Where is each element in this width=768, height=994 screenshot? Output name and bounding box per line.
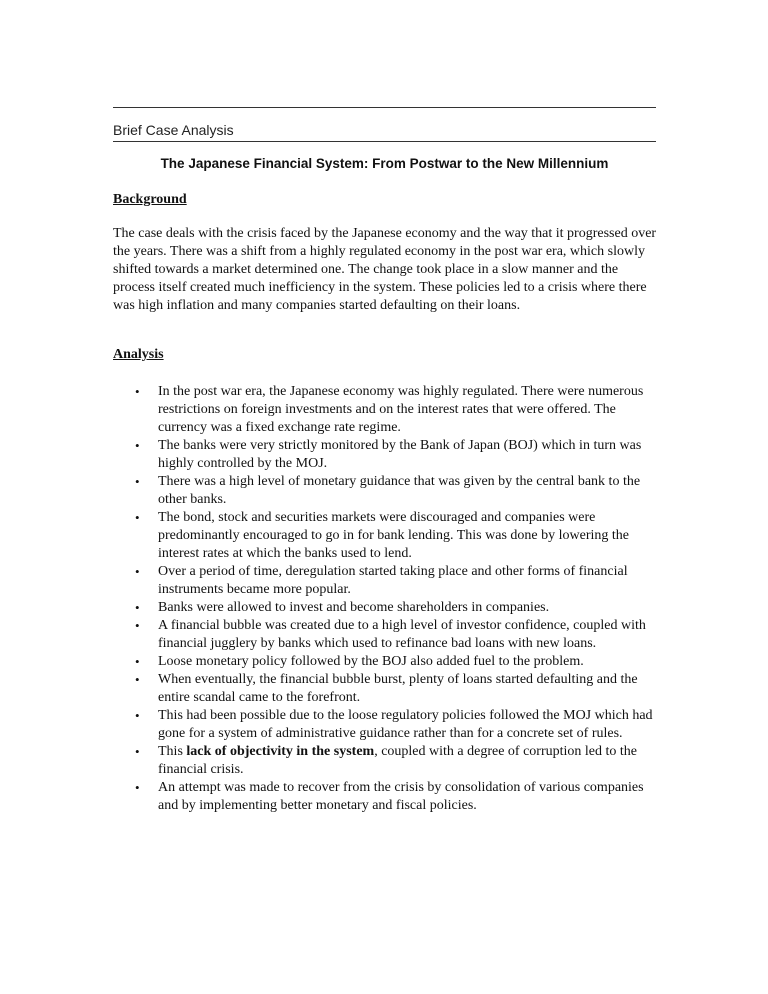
list-item <box>113 473 658 509</box>
document-label: Brief Case Analysis <box>113 122 234 138</box>
bullet-icon: • <box>135 600 140 615</box>
bullet-icon: • <box>135 438 140 453</box>
bullet-icon: • <box>135 474 140 489</box>
list-item-text: There was a high level of monetary guidance that was given by the central bank to the other banks. <box>158 474 641 507</box>
list-item-text-post: , coupled with a degree of corruption led to the financial crisis. <box>158 744 638 777</box>
list-item <box>113 509 658 563</box>
list-item-text: The banks were very strictly monitored by the Bank of Japan (BOJ) which in turn was highly controlled by the MOJ. <box>158 438 642 471</box>
list-item <box>113 599 658 617</box>
list-item <box>113 563 658 599</box>
background-paragraph: The case deals with the crisis faced by the Japanese economy and the way that it progressed over the years. There was a shift from a highly regulated economy in the post war era, which slowly shifted towards a market determined one. The change took place in a slow manner and the process itself created much inefficiency in the system. These policies led to a crisis where there was high inflation and many companies started defaulting on their loans. <box>113 226 657 313</box>
list-item-text: This had been possible due to the loose regulatory policies followed the MOJ which had gone for a system of administrative guidance rather than for a concrete set of rules. <box>158 708 653 741</box>
analysis-heading: Analysis <box>113 347 164 362</box>
list-item-text: The bond, stock and securities markets were discouraged and companies were predominantly encouraged to go in for bank lending. This was done by lowering the interest rates at which the banks used to lend. <box>158 510 629 561</box>
background-heading: Background <box>113 192 187 207</box>
bullet-icon: • <box>135 672 140 687</box>
analysis-bullet-list <box>113 383 658 815</box>
bullet-icon: • <box>135 654 140 669</box>
list-item-text: When eventually, the financial bubble burst, plenty of loans started defaulting and the entire scandal came to the forefront. <box>158 672 638 705</box>
list-item <box>113 779 658 815</box>
list-item <box>113 617 658 653</box>
list-item-text: Over a period of time, deregulation started taking place and other forms of financial instruments became more popular. <box>158 564 628 597</box>
list-item <box>113 707 658 743</box>
bullet-icon: • <box>135 618 140 633</box>
list-item <box>113 653 658 671</box>
list-item <box>113 671 658 707</box>
bullet-icon: • <box>135 780 140 795</box>
bullet-icon: • <box>135 708 140 723</box>
header-divider <box>113 141 656 142</box>
list-item <box>113 743 658 779</box>
list-item-text-pre: This <box>158 744 187 759</box>
bullet-icon: • <box>135 564 140 579</box>
top-divider <box>113 107 656 108</box>
bullet-icon: • <box>135 384 140 399</box>
list-item-text: A financial bubble was created due to a high level of investor confidence, coupled with financial jugglery by banks which used to refinance bad loans with new loans. <box>158 618 646 651</box>
document-title: The Japanese Financial System: From Postwar to the New Millennium <box>160 156 609 171</box>
list-item-text: Banks were allowed to invest and become shareholders in companies. <box>158 600 550 615</box>
list-item <box>113 437 658 473</box>
bullet-icon: • <box>135 510 140 525</box>
list-item-text: In the post war era, the Japanese economy was highly regulated. There were numerous restrictions on foreign investments and on the interest rates that were offered. The currency was a fixed exchange rate regime. <box>158 384 644 435</box>
emphasis-text: lack of objectivity in the system <box>186 744 375 759</box>
list-item <box>113 383 658 437</box>
list-item-text: An attempt was made to recover from the crisis by consolidation of various companies and by implementing better monetary and fiscal policies. <box>158 780 644 813</box>
list-item-text: Loose monetary policy followed by the BOJ also added fuel to the problem. <box>158 654 584 669</box>
bullet-icon: • <box>135 744 140 759</box>
